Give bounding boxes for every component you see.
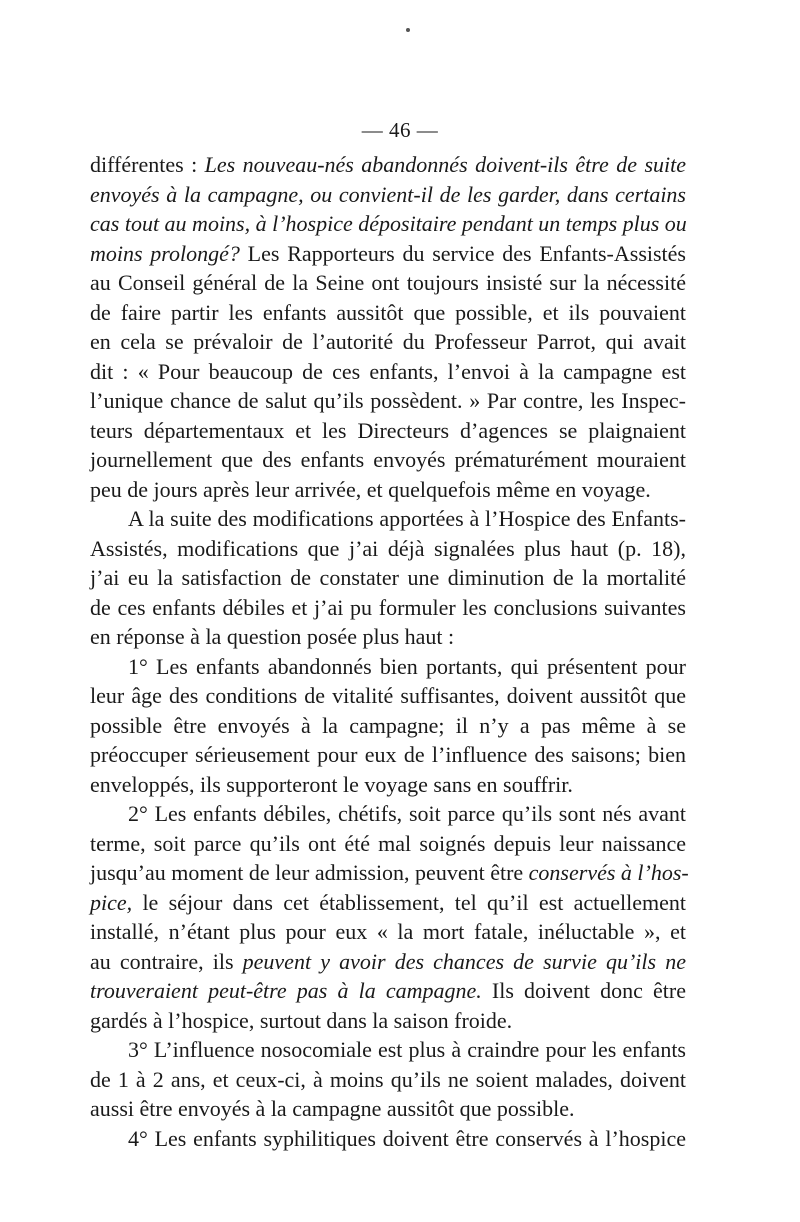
text-line bbox=[90, 858, 689, 888]
text-line bbox=[90, 799, 686, 829]
text-segment: peu de jours après leur arrivée, et quelquefois même en voyage. bbox=[90, 476, 651, 502]
text-segment: A la suite des modifications apportées à l’Hospice des Enfants- bbox=[128, 506, 686, 531]
text-segment: enveloppés, ils supporteront le voyage sans en souffrir. bbox=[90, 771, 573, 797]
text-segment: 3° L’influence nosocomiale est plus à craindre pour les enfants bbox=[128, 1037, 686, 1062]
text-segment: dit : « Pour beaucoup de ces enfants, l’envoi à la campagne est bbox=[90, 358, 686, 384]
text-line bbox=[90, 268, 686, 298]
text-segment: de ces enfants débiles et j’ai pu formuler les conclusions suivantes bbox=[90, 594, 686, 620]
italic-text-segment: conservés à l’hos- bbox=[528, 860, 689, 885]
text-line bbox=[90, 180, 686, 210]
text-segment: en réponse à la question posée plus haut : bbox=[90, 624, 455, 649]
text-segment: différentes : bbox=[90, 152, 205, 177]
text-segment: en cela se prévaloir de l’autorité du Professeur Parrot, qui avait bbox=[90, 329, 686, 354]
text-segment: aussi être envoyés à la campagne aussitôt que possible. bbox=[90, 1096, 575, 1121]
text-line bbox=[90, 475, 686, 505]
italic-text-segment: moins prolongé? bbox=[90, 240, 240, 266]
text-segment: possible être envoyés à la campagne; il n’y a pas même à se bbox=[90, 712, 686, 738]
text-line bbox=[90, 1124, 686, 1154]
body-text bbox=[90, 150, 689, 1153]
text-line bbox=[90, 711, 686, 741]
text-line bbox=[90, 327, 686, 357]
text-line bbox=[90, 534, 686, 564]
text-line bbox=[90, 681, 686, 711]
text-line bbox=[90, 770, 686, 800]
text-line bbox=[90, 947, 686, 977]
text-line bbox=[90, 445, 686, 475]
text-segment: Ils doivent donc être bbox=[481, 978, 686, 1003]
text-segment: installé, n’étant plus pour eux « la mort fatale, inéluctable », et bbox=[90, 919, 686, 944]
italic-text-segment: trouveraient peut-être pas à la campagne. bbox=[90, 978, 482, 1003]
text-line bbox=[90, 1006, 686, 1036]
page-number-header: — 46 — bbox=[361, 118, 439, 142]
text-segment: le séjour dans cet établissement, tel qu’il est actuellement bbox=[132, 889, 686, 915]
text-line bbox=[90, 298, 686, 328]
text-line bbox=[90, 1035, 686, 1065]
italic-text-segment: pice, bbox=[90, 889, 133, 915]
text-line bbox=[90, 976, 686, 1006]
text-line bbox=[90, 416, 686, 446]
italic-text-segment: Les nouveau-nés abandonnés doivent-ils être de suite bbox=[204, 152, 686, 177]
text-segment: journellement que des enfants envoyés prématurément mouraient bbox=[90, 447, 686, 472]
text-line bbox=[90, 209, 686, 239]
text-line bbox=[90, 239, 686, 269]
text-segment: l’unique chance de salut qu’ils possèdent. » Par contre, les Inspec- bbox=[90, 388, 686, 413]
text-line bbox=[90, 357, 686, 387]
text-line bbox=[90, 829, 686, 859]
text-segment: Assistés, modifications que j’ai déjà signalées plus haut (p. 18), bbox=[90, 535, 686, 561]
text-segment: de faire partir les enfants aussitôt que possible, et ils pouvaient bbox=[90, 299, 686, 325]
text-line bbox=[90, 622, 686, 652]
text-segment: au contraire, ils bbox=[90, 948, 243, 974]
text-segment: j’ai eu la satisfaction de constater une diminution de la mortalité bbox=[90, 565, 686, 590]
text-segment: 2° Les enfants débiles, chétifs, soit parce qu’ils sont nés avant bbox=[128, 801, 686, 826]
text-line bbox=[90, 593, 686, 623]
text-line bbox=[90, 917, 686, 947]
italic-text-segment: envoyés à la campagne, ou convient-il de les garder, dans certains bbox=[90, 181, 686, 207]
text-segment: leur âge des conditions de vitalité suffisantes, doivent aussitôt que bbox=[90, 683, 686, 708]
text-segment: gardés à l’hospice, surtout dans la saison froide. bbox=[90, 1007, 513, 1033]
text-line bbox=[90, 740, 686, 770]
text-line bbox=[90, 888, 686, 918]
text-segment: teurs départementaux et les Directeurs d’agences se plaignaient bbox=[90, 417, 686, 443]
text-segment: Les Rapporteurs du service des Enfants-Assistés bbox=[239, 240, 686, 266]
text-line bbox=[90, 1065, 686, 1095]
text-line bbox=[90, 563, 686, 593]
text-line bbox=[90, 504, 686, 534]
text-line bbox=[90, 150, 686, 180]
text-segment: préoccuper sérieusement pour eux de l’influence des saisons; bien bbox=[90, 742, 686, 767]
print-speck bbox=[406, 28, 410, 32]
text-segment: de 1 à 2 ans, et ceux-ci, à moins qu’ils ne soient malades, doivent bbox=[90, 1066, 686, 1092]
text-segment: terme, soit parce qu’ils ont été mal soignés depuis leur naissance bbox=[90, 830, 686, 856]
text-line bbox=[90, 1094, 686, 1124]
text-segment: 1° Les enfants abandonnés bien portants, qui présentent pour bbox=[128, 653, 686, 679]
italic-text-segment: cas tout au moins, à l’hospice dépositaire pendant un temps plus ou bbox=[90, 211, 687, 236]
text-segment: jusqu’au moment de leur admission, peuvent être bbox=[90, 860, 529, 885]
text-line bbox=[90, 386, 686, 416]
text-segment: 4° Les enfants syphilitiques doivent être conservés à l’hospice bbox=[128, 1125, 686, 1151]
text-segment: au Conseil général de la Seine ont toujours insisté sur la nécessité bbox=[90, 270, 686, 295]
text-line bbox=[90, 652, 686, 682]
italic-text-segment: peuvent y avoir des chances de survie qu’ils ne bbox=[242, 948, 686, 974]
